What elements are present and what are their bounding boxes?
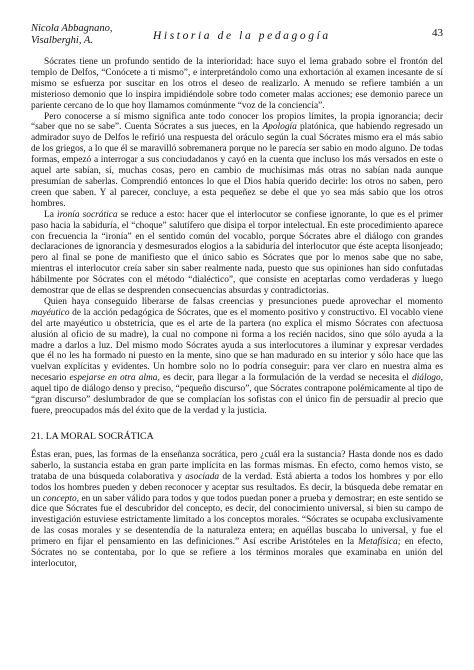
paragraph xyxy=(31,297,443,417)
page-number: 43 xyxy=(432,27,443,39)
text-run: , es decir, para llegar a la formulación de la verdad se necesita el xyxy=(157,373,412,384)
text-run: Sócrates tiene un profundo sentido de la interioridad: hace suyo el lema grabado sobre el frontón del templo de Delfos, “Conócete a ti mismo”, e interpretándolo como una exhortación al examen incesante de sí mismo se esfuerza por suscitar en los otros el deseo de realizarlo. A menudo se refiere también a un misterioso demonio que lo inspira impidiéndole sobre todo cometer malas acciones; ese demonio parece un pariente cercano de lo que hoy llamamos comúnmente “voz de la conciencia”. xyxy=(31,57,443,111)
section-paragraphs xyxy=(31,450,443,570)
text-run: en efecto, Sócrates no se contentaba, por lo que se refiere a los términos morales que examinaba en unión del interlocutor, xyxy=(31,537,444,569)
paragraph xyxy=(31,112,443,210)
author-line-2: Visalberghi, A. xyxy=(31,35,93,46)
text-run: Éstas eran, pues, las formas de la enseñanza socrática, pero ¿cuál era la sustancia? Hasta donde nos es dado saberlo, la sustancia estaba en gran parte implícita en las formas mismas. En efecto, como hemos visto, se trataba de una búsqueda colaborativa y xyxy=(31,449,443,482)
italic-text: asociada xyxy=(185,471,220,482)
text-run: La xyxy=(44,209,57,220)
text-run: de la acción pedagógica de Sócrates, que es el momento positivo y constructivo. El vocablo viene del arte mayéutico u obstetricia, que es el arte de la partera (no explica el mismo Sócrates con afectuosa alusión al oficio de su madre), la cual no compone ni forma a los recién nacidos, sino que sólo ayuda a la madre a darlos a luz. Del mismo modo Sócrates ayuda a sus interlocutores a iluminar y expresar verdades que él no les ha formado ni puesto en la mente, sino que se han madurado en su interior y sólo hace que las vuelvan explícitas y evidentes. Un hombre solo no lo podría conseguir: para ver claro en nuestra alma es necesario xyxy=(31,307,443,384)
text-run: , aquel tipo de diálogo denso y preciso, “pequeño discurso”, que Sócrates contrapone polémicamente al tipo de “gran discurso” deslumbrador de que se complacían los sofistas con el único fin de persuadir al precio que fuere, preocupados más del éxito que de la verdad y la justicia. xyxy=(31,373,443,416)
section-title: 21. LA MORAL SOCRÁTICA xyxy=(31,430,154,442)
text-run: , en un saber válido para todos y que todos puedan poner a prueba y demostrar; en este sentido se dice que Sócrates fue el descubridor del concepto, es decir, del conocimiento universal, si bien su campo de investigación estuviese estrictamente limitado a los conceptos morales. “Sócrates se ocupaba exclusivamente de las cosas morales y se desentendía de la naturaleza entera; en aquéllas buscaba lo universal, y fue el primero en fijar el pensamiento en las definiciones.” Así escribe Aristóteles en la xyxy=(31,493,444,548)
italic-text: concepto xyxy=(42,493,77,504)
author-line-1: Nicola Abbagnano, xyxy=(31,23,113,34)
running-title: Historia de la pedagogía xyxy=(153,30,331,42)
italic-text: mayéutico xyxy=(31,307,70,318)
page-header xyxy=(31,23,443,57)
body-text xyxy=(31,57,443,570)
text-run: Pero conocerse a sí mismo significa ante todo conocer los propios límites, la propia ignorancia; decir “saber que no se sabe”. Cuenta Sócrates a sus jueces, en la xyxy=(31,111,443,133)
header-authors xyxy=(31,23,112,47)
text-run: se reduce a esto: hacer que el interlocutor se confiese ignorante, lo que es el primer paso hacia la sabiduría, el “choque” salutífero que disipa el torpor intelectual. En este procedimiento aparece con frecuencia la “ironía” en el sentido común del vocablo, porque Sócrates abre el diálogo con grandes declaraciones de ignorancia y desmesurados elogios a la sabiduría del interlocutor que éste acepta lisonjeado; pero al final se pone de manifiesto que el único sabio es Sócrates que por lo menos sabe que no sabe, mientras el interlocutor creía saber sin saber realmente nada, puesto que sus opiniones han sido confutadas hábilmente por Sócrates con el método “dialéctico”, que consiste en aceptarlas como verdaderas y luego demostrar que de ellas se desprenden consecuencias absurdas y contradictorias. xyxy=(31,209,444,297)
text-run: Quien haya conseguido liberarse de falsas creencias y presunciones puede aprovechar el momento xyxy=(44,296,443,307)
italic-text: Metafísica; xyxy=(358,537,401,548)
document-page xyxy=(31,23,443,570)
paragraph xyxy=(31,450,443,570)
intro-paragraphs xyxy=(31,57,443,417)
text-run: platónica, que habiendo regresado un admirador suyo de Delfos le refirió una respuesta del oráculo según la cual Sócrates mismo era el más sabio de los griegos, a lo que él se maravilló sobremanera porque no le parecía ser sabio en modo alguno. De todas formas, empezó a interrogar a sus conciudadanos y cayó en la cuenta que incluso los más versados en este o aquel arte sabían, sí, muchas cosas, pero en cambio de muchísimas más otras no sabían nada aunque presumían de saberlas. Comprendió entonces lo que el Dios había querido decirle: los otros no saben, pero creen que saben. Y al parecer, concluye, a esta pequeñez se debe el que yo sea más sabio que los otros hombres. xyxy=(31,122,443,209)
italic-text: ironía socrática xyxy=(56,209,118,220)
italic-text: diálogo xyxy=(412,373,441,384)
italic-text: Apología xyxy=(262,122,297,133)
italic-text: espejarse en otra alma xyxy=(69,373,158,384)
text-run: de la verdad. Está abierta a todos los hombres y por ello todos los hombres pueden y deben reconocer y aceptar sus resultados. Es decir, la búsqueda debe rematar en un xyxy=(31,471,443,504)
paragraph xyxy=(31,210,443,297)
paragraph xyxy=(31,57,443,112)
